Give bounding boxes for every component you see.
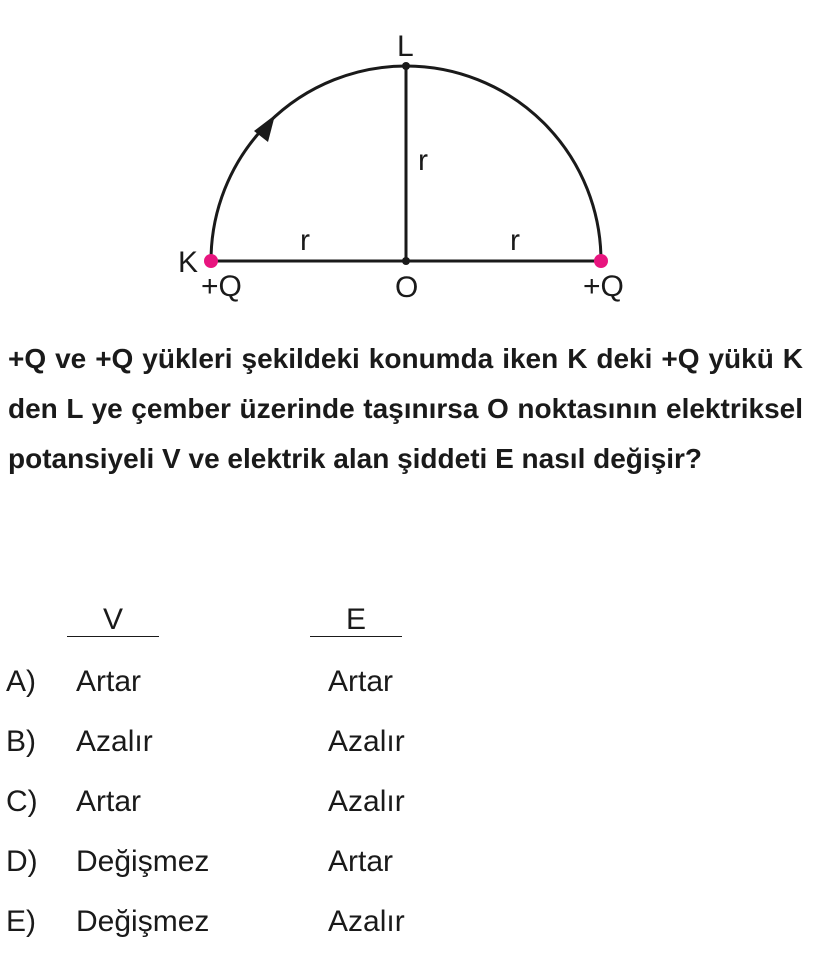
option-letter: D) (6, 845, 38, 878)
right-charge-dot (594, 254, 608, 268)
option-e-value: Artar (328, 845, 394, 878)
option-d[interactable] (0, 842, 700, 882)
option-e-value: Azalır (328, 725, 405, 758)
point-l-dot (402, 62, 410, 70)
option-letter: A) (6, 665, 36, 698)
option-v-value: Azalır (76, 725, 153, 758)
column-header-e: E (310, 604, 402, 637)
label-left-charge: +Q (201, 270, 242, 303)
option-e-value: Azalır (328, 785, 405, 818)
label-r-vertical: r (418, 144, 428, 177)
label-right-charge: +Q (583, 270, 624, 303)
option-a[interactable] (0, 662, 700, 702)
question-text: +Q ve +Q yükleri şekildeki konumda iken K deki +Q yükü K den L ye çember üzerinde taşınırsa O noktasının elektriksel potansiyeli V ve elektrik alan şiddeti E nasıl değişir? (8, 343, 803, 474)
option-letter: B) (6, 725, 36, 758)
option-e-value: Azalır (328, 905, 405, 938)
label-r-left: r (300, 224, 310, 257)
label-r-right: r (510, 224, 520, 257)
option-e[interactable] (0, 902, 700, 942)
label-k: K (178, 246, 199, 279)
option-letter: C) (6, 785, 38, 818)
point-o-dot (402, 257, 410, 265)
left-charge-dot (204, 254, 218, 268)
option-e-value: Artar (328, 665, 394, 698)
option-b[interactable] (0, 722, 700, 762)
direction-arrow-icon (254, 115, 275, 142)
option-v-value: Artar (76, 665, 142, 698)
column-header-v: V (67, 604, 159, 637)
option-v-value: Değişmez (76, 905, 210, 938)
semicircle-diagram (0, 0, 822, 320)
option-v-value: Değişmez (76, 845, 210, 878)
option-letter: E) (6, 905, 36, 938)
option-c[interactable] (0, 782, 700, 822)
label-o: O (395, 271, 419, 304)
label-l: L (397, 30, 414, 63)
option-v-value: Artar (76, 785, 142, 818)
